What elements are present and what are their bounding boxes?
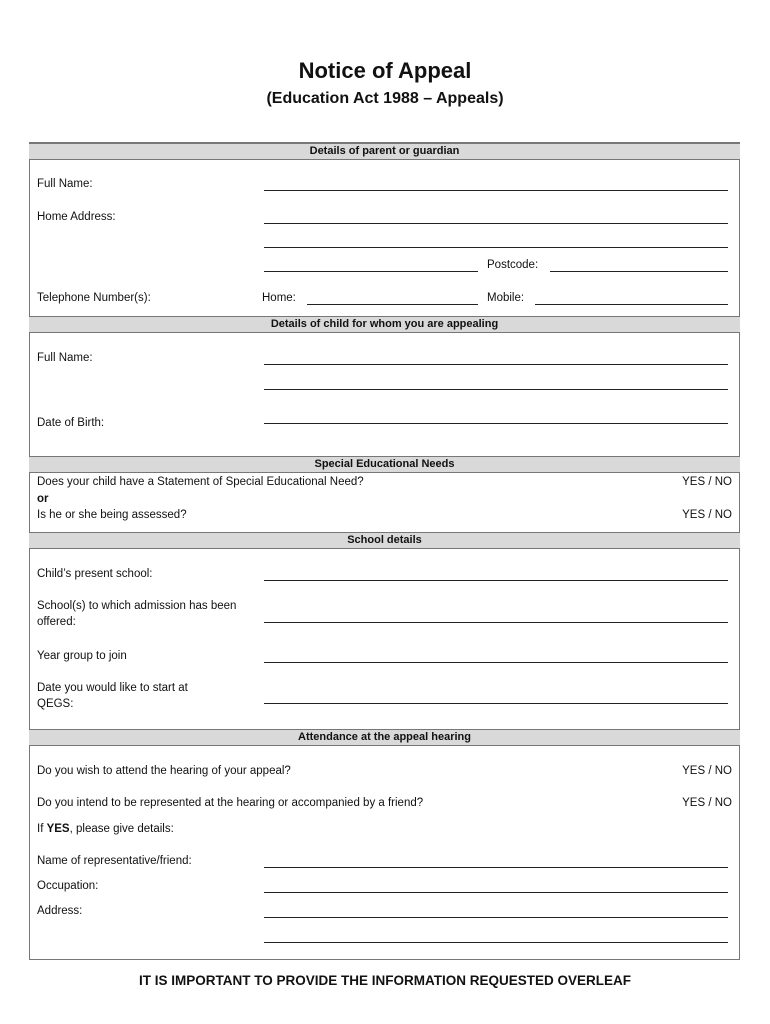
if-yes-bold: YES [46,823,70,835]
section-header-sen: Special Educational Needs [29,456,740,473]
if-yes-prefix: If [37,823,44,835]
occupation-label: Occupation: [37,880,99,892]
parent-address-line-3[interactable] [264,271,478,272]
rep-name-label: Name of representative/friend: [37,855,192,867]
sen-assessed-question: Is he or she being assessed? [37,509,187,521]
present-school-field[interactable] [264,580,728,581]
page-subtitle: (Education Act 1988 – Appeals) [266,90,504,107]
parent-address-line-1[interactable] [264,223,728,224]
section-header-attendance: Attendance at the appeal hearing [29,729,740,746]
year-group-label: Year group to join [37,650,127,662]
mobile-phone-label: Mobile: [487,292,525,304]
telephone-label: Telephone Number(s): [37,292,151,304]
rep-address-line-2[interactable] [264,942,728,943]
section-header-school: School details [29,532,740,549]
child-full-name-field-2[interactable] [264,389,728,390]
postcode-label: Postcode: [487,259,539,271]
child-full-name-label: Full Name: [37,352,93,364]
sen-assessed-yes-no[interactable]: YES / NO [682,509,732,521]
home-phone-label: Home: [262,292,296,304]
represent-question: Do you intend to be represented at the hearing or accompanied by a friend? [37,797,424,809]
offered-school-field[interactable] [264,622,728,623]
footer-notice: IT IS IMPORTANT TO PROVIDE THE INFORMATION REQUESTED OVERLEAF [138,973,632,988]
child-full-name-field[interactable] [264,364,728,365]
postcode-field[interactable] [550,271,728,272]
parent-full-name-field[interactable] [264,190,728,191]
sen-statement-question: Does your child have a Statement of Special Educational Need? [37,476,364,488]
present-school-label: Child’s present school: [37,568,153,580]
child-dob-field[interactable] [264,423,728,424]
child-dob-label: Date of Birth: [37,417,105,429]
represent-yes-no[interactable]: YES / NO [682,797,732,809]
occupation-field[interactable] [264,892,728,893]
start-date-label: Date you would like to start at QEGS: [37,682,188,710]
parent-address-line-2[interactable] [264,247,728,248]
rep-address-label: Address: [37,905,83,917]
if-yes-instruction [37,821,174,837]
page-title: Notice of Appeal [298,58,472,83]
parent-full-name-label: Full Name: [37,178,93,190]
offered-school-label: School(s) to which admission has been offered: [37,600,237,628]
home-phone-field[interactable] [307,304,478,305]
year-group-field[interactable] [264,662,728,663]
attend-yes-no[interactable]: YES / NO [682,765,732,777]
attend-question: Do you wish to attend the hearing of your appeal? [37,765,291,777]
sen-statement-yes-no[interactable]: YES / NO [682,476,732,488]
parent-home-address-label: Home Address: [37,211,116,223]
section-header-parent: Details of parent or guardian [29,143,740,160]
form-container [29,142,740,960]
start-date-field[interactable] [264,703,728,704]
rep-name-field[interactable] [264,867,728,868]
sen-or-label: or [37,493,49,505]
rep-address-line-1[interactable] [264,917,728,918]
section-header-child: Details of child for whom you are appealing [29,316,740,333]
if-yes-suffix: , please give details: [69,823,174,835]
mobile-phone-field[interactable] [535,304,728,305]
